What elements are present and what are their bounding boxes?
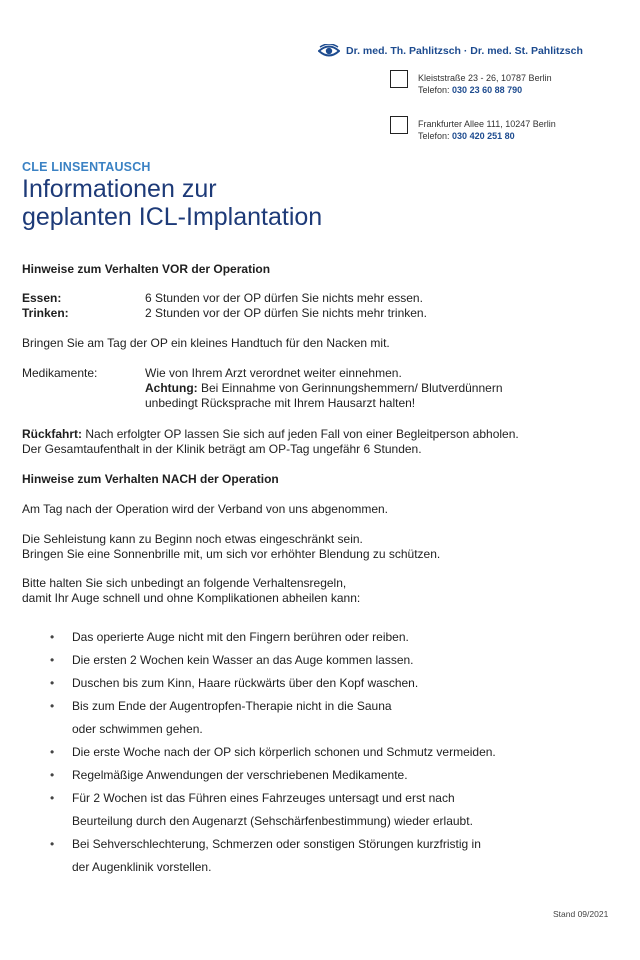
title-line-2: geplanten ICL-Implantation (22, 203, 323, 231)
medication-note (22, 366, 622, 411)
list-item (46, 649, 616, 672)
address-street: Kleiststraße 23 - 26, 10787 Berlin (418, 73, 552, 83)
rules-intro (22, 576, 622, 606)
list-item-text: • Bei Sehverschlechterung, Schmerzen oder sonstigen Störungen kurzfristig in (72, 837, 481, 851)
eating-label: Essen: (22, 291, 62, 305)
vision-note (22, 532, 622, 562)
document-title (22, 175, 322, 231)
drinking-label: Trinken: (22, 306, 69, 320)
list-item-text: • Duschen bis zum Kinn, Haare rückwärts über den Kopf waschen. (72, 676, 419, 690)
return-label: Rückfahrt: (22, 427, 83, 441)
medication-label: Medikamente: (22, 366, 98, 380)
bandage-note: Am Tag nach der Operation wird der Verband von uns abgenommen. (22, 502, 388, 516)
medication-text: Wie von Ihrem Arzt verordnet weiter einnehmen. (145, 366, 402, 380)
document-version: Stand 09/2021 (553, 909, 609, 919)
vision-text-2: Bringen Sie eine Sonnenbrille mit, um sich vor erhöhter Blendung zu schützen. (22, 547, 441, 561)
address-street: Frankfurter Allee 111, 10247 Berlin (418, 119, 556, 129)
warning-text-2: unbedingt Rücksprache mit Ihrem Hausarzt halten! (145, 396, 416, 410)
phone-label: Telefon: (418, 85, 450, 95)
list-item-text: • Das operierte Auge nicht mit den Fingern berühren oder reiben. (72, 630, 409, 644)
list-item-text: • Die ersten 2 Wochen kein Wasser an das Auge kommen lassen. (72, 653, 414, 667)
list-item-text-cont: der Augenklinik vorstellen. (72, 860, 212, 874)
drinking-text: 2 Stunden vor der OP dürfen Sie nichts mehr trinken. (145, 306, 427, 320)
phone-number: 030 23 60 88 790 (452, 85, 523, 95)
phone-label: Telefon: (418, 131, 450, 141)
list-item (46, 741, 616, 764)
title-line-1: Informationen zur (22, 175, 217, 203)
vision-text-1: Die Sehleistung kann zu Beginn noch etwas eingeschränkt sein. (22, 532, 363, 546)
list-item-text-cont: oder schwimmen gehen. (72, 722, 203, 736)
doctors-names: Dr. med. Th. Pahlitzsch · Dr. med. St. Pahlitzsch (346, 45, 583, 57)
list-item (46, 787, 616, 833)
return-text-1: Nach erfolgter OP lassen Sie sich auf jeden Fall von einer Begleitperson abholen. (82, 427, 519, 441)
phone-number: 030 420 251 80 (452, 131, 515, 141)
address-checkbox-kleiststrasse[interactable] (390, 70, 408, 88)
document-subtitle: CLE LINSENTAUSCH (22, 160, 151, 174)
list-item-text-cont: Beurteilung durch den Augenarzt (Sehschärfenbestimmung) wieder erlaubt. (72, 814, 473, 828)
list-item-text: • Für 2 Wochen ist das Führen eines Fahrzeuges untersagt und erst nach (72, 791, 455, 805)
list-item (46, 672, 616, 695)
list-item (46, 833, 616, 879)
list-item-text: • Regelmäßige Anwendungen der verschriebenen Medikamente. (72, 768, 408, 782)
list-item (46, 626, 616, 649)
rules-intro-1: Bitte halten Sie sich unbedingt an folgende Verhaltensregeln, (22, 576, 347, 590)
section-heading-after: Hinweise zum Verhalten NACH der Operation (22, 472, 279, 486)
list-item-text: • Bis zum Ende der Augentropfen-Therapie nicht in die Sauna (72, 699, 392, 713)
practice-header (318, 42, 628, 60)
return-text-2: Der Gesamtaufenthalt in der Klinik beträgt am OP-Tag ungefähr 6 Stunden. (22, 442, 422, 456)
warning-label: Achtung: (145, 381, 198, 395)
towel-note: Bringen Sie am Tag der OP ein kleines Handtuch für den Nacken mit. (22, 336, 390, 350)
rules-list (46, 626, 616, 879)
eye-icon (318, 44, 340, 58)
section-heading-before: Hinweise zum Verhalten VOR der Operation (22, 262, 271, 276)
address-checkbox-frankfurter-allee[interactable] (390, 116, 408, 134)
list-item-text: • Die erste Woche nach der OP sich körperlich schonen und Schmutz vermeiden. (72, 745, 496, 759)
eating-drinking-rules (22, 291, 622, 321)
eating-text: 6 Stunden vor der OP dürfen Sie nichts mehr essen. (145, 291, 423, 305)
list-item (46, 695, 616, 741)
list-item (46, 764, 616, 787)
return-trip-note (22, 427, 622, 457)
rules-intro-2: damit Ihr Auge schnell und ohne Komplikationen abheilen kann: (22, 591, 361, 605)
warning-text-1: Bei Einnahme von Gerinnungshemmern/ Blutverdünnern (197, 381, 503, 395)
